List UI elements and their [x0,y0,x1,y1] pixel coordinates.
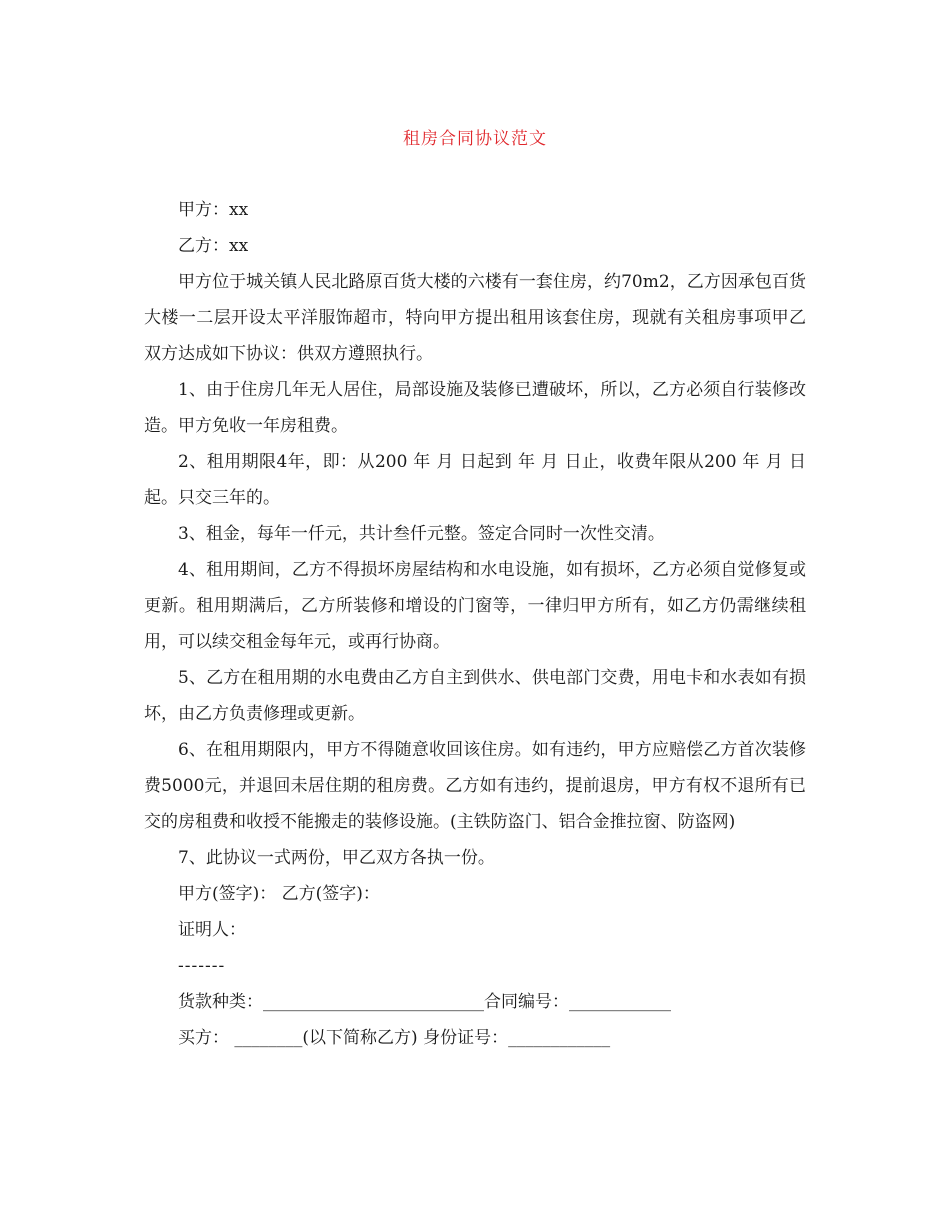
clause-7: 7、此协议一式两份，甲乙双方各执一份。 [178,848,495,868]
clause-6: 6、在租用期限内，甲方不得随意收回该住房。如有违约，甲方应赔偿乙方首次装修费5000元，并退回未居住期的租房费。乙方如有违约，提前退房，甲方有权不退所有已交的房租费和收授不能搬走的装修设施。(主铁防盗门、铝合金推拉窗、防盗网) [144,740,806,832]
document-title: 租房合同协议范文 [403,129,547,149]
clause-1: 1、由于住房几年无人居住，局部设施及装修已遭破坏，所以，乙方必须自行装修改造。甲方免收一年房租费。 [144,380,806,436]
signature-line: 甲方(签字)： 乙方(签字)： [178,884,380,904]
party-a-line: 甲方：xx [178,200,249,220]
clause-3: 3、租金，每年一仟元，共计叁仟元整。签定合同时一次性交清。 [178,524,665,544]
document-body [144,192,806,1056]
party-b-line: 乙方：xx [178,236,249,256]
witness-line: 证明人： [178,920,246,940]
clause-4: 4、租用期间，乙方不得损坏房屋结构和水电设施，如有损坏，乙方必须自觉修复或更新。租用期满后，乙方所装修和增设的门窗等，一律归甲方所有，如乙方仍需继续租用，可以续交租金每年元，或再行协商。 [144,560,806,652]
clause-5: 5、乙方在租用期的水电费由乙方自主到供水、供电部门交费，用电卡和水表如有损坏，由乙方负责修理或更新。 [144,668,806,724]
buyer-line: 买方： ________(以下简称乙方) 身份证号：____________ [178,1028,611,1048]
clause-2: 2、租用期限4年，即：从200 年 月 日起到 年 月 日止，收费年限从200 年 月 日起。只交三年的。 [144,452,806,508]
intro-paragraph: 甲方位于城关镇人民北路原百货大楼的六楼有一套住房，约70m2，乙方因承包百货大楼一二层开设太平洋服饰超市，特向甲方提出租用该套住房，现就有关租房事项甲乙双方达成如下协议：供双方遵照执行。 [144,272,806,364]
loan-type-line: 货款种类：__________________________合同编号：____________ [178,992,671,1012]
separator-line: ------- [178,956,226,976]
